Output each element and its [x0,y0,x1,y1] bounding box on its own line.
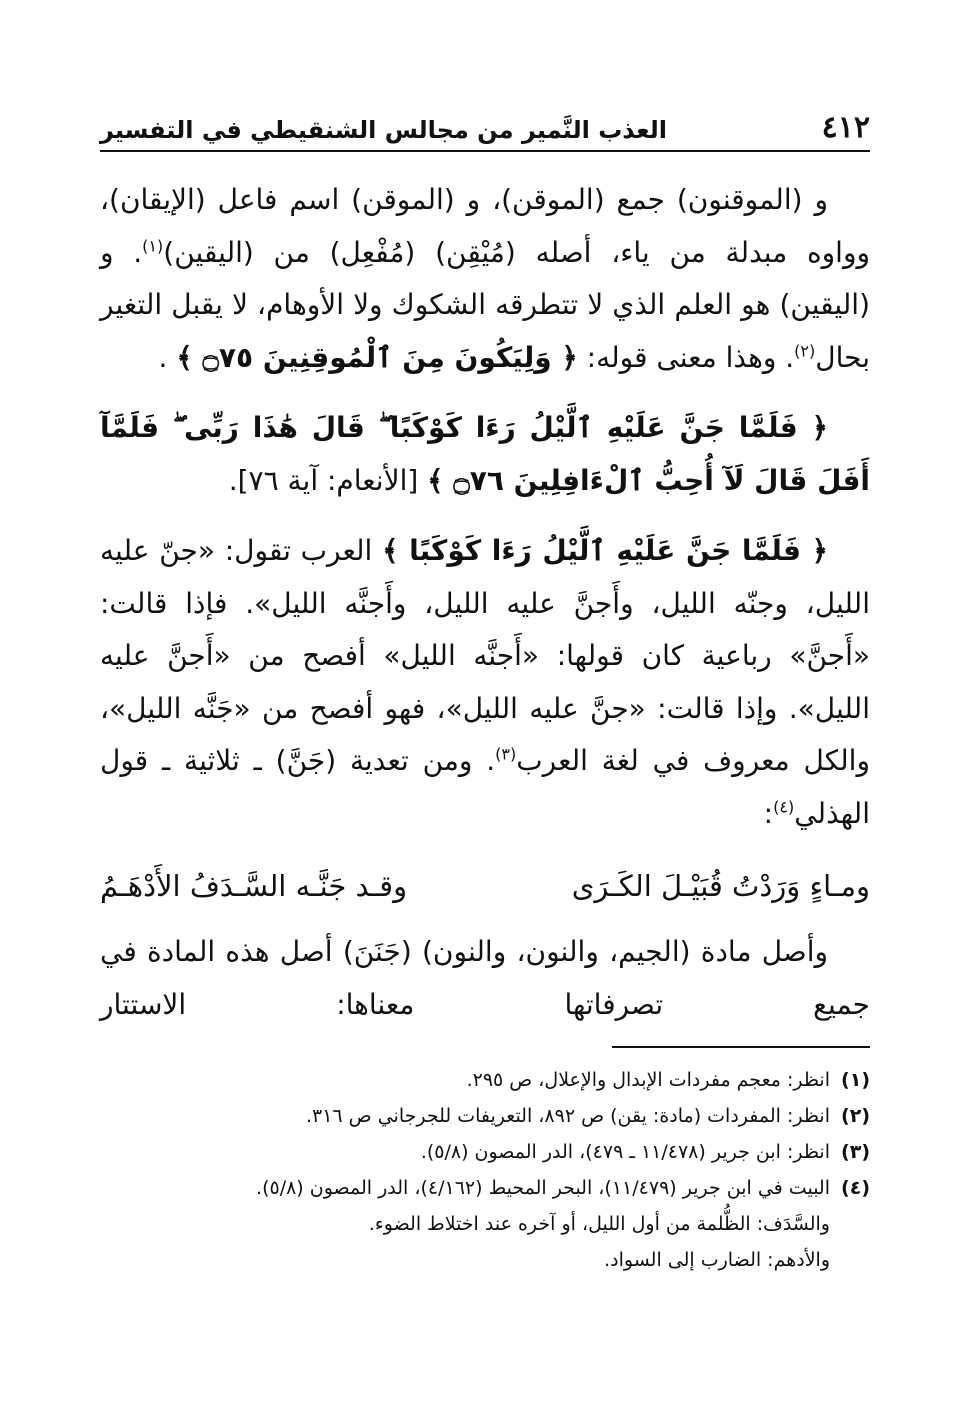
gloss-line: والأدهم: الضارب إلى السواد. [604,1249,830,1271]
text-segment: العرب تقول: «جنّ عليه الليل، وجنّه الليل، وأَجنَّ عليه الليل، وأَجنَّه الليل». فإذا قالت: «أَجنَّ» رباعية كان قولها: «أَجنَّه الليل» أفصح من «أَجنَّ عليه الليل». وإذا قالت: «جنَّ عليه الليل»، فهو أفصح من «جَنَّه الليل»، والكل معروف في لغة العرب [100,534,870,777]
footnote-ref-3: (٣) [495,744,517,764]
verse-reference: [الأنعام: آية ٧٦]. [228,463,428,497]
footnote-ref-4: (٤) [773,797,795,817]
gloss-line: والسَّدَف: الظُّلمة من أول الليل، أو آخره عند اختلاط الضوء. [368,1213,830,1235]
text-segment: . وهذا معنى قوله: [577,340,795,374]
text-segment: . [158,340,177,374]
footnote-text: انظر: ابن جرير (١١/٤٧٨ ـ ٤٧٩)، الدر المصون (٥/٨). [420,1141,830,1163]
footnote [100,1170,870,1206]
footnote-text: انظر: معجم مفردات الإبدال والإعلال، ص ٢٩٥. [466,1069,830,1091]
poem-first-hemistich: ومـاءٍ وَرَدْتُ قُبَيْـلَ الكَـرَى [571,869,870,903]
footnote-ref-2: (٢) [794,341,816,361]
footnote-number: (١) [841,1069,870,1091]
main-text-continued [100,926,870,1031]
quran-quote: ﴿ فَلَمَّا جَنَّ عَلَيْهِ ٱلَّيْلُ رَءَا كَوْكَبًا ﴾ [382,534,828,567]
footnote-text: البيت في ابن جرير (١١/٤٧٩)، البحر المحيط (٤/١٦٢)، الدر المصون (٥/٨). [256,1177,830,1199]
footnote-rule [612,1046,870,1048]
poem-verse [100,860,870,912]
footnote-number: (٣) [841,1141,870,1163]
footnote-number: (٤) [841,1177,870,1199]
text-segment: : [763,796,774,830]
paragraph-janna [100,525,870,840]
page-number: ٤١٢ [821,110,870,145]
main-text [100,174,870,840]
footnote-text: انظر: المفردات (مادة: يقن) ص ٨٩٢، التعريفات للجرجاني ص ٣١٦. [305,1105,830,1127]
footnotes [100,1062,870,1278]
text-segment: . و (اليقين) هو العلم الذي لا تتطرقه الشكوك ولا الأوهام، لا يقبل التغير بحال [100,235,870,374]
paragraph-root: وأصل مادة (الجيم، والنون، والنون) (جَنَنَ) أصل هذه المادة في جميع تصرفاتها معناها: الاستتار [100,935,870,1021]
quran-verse: ﴿ فَلَمَّا جَنَّ عَلَيْهِ ٱلَّيْلُ رَءَا كَوْكَبًا ۖ قَالَ هَٰذَا رَبِّى ۖ فَلَمَّآ أَفَلَ قَالَ لَآ أُحِبُّ ٱلْءَافِلِينَ ۝٧٦ ﴾ [100,411,870,497]
quran-quote: ﴿ وَلِيَكُونَ مِنَ ٱلْمُوقِنِينَ ۝٧٥ ﴾ [176,340,578,374]
footnote-ref-1: (١) [142,236,164,256]
poem-second-hemistich: وقـد جَنَّـه السَّـدَفُ الأَدْهَـمُ [100,869,408,903]
page-header [100,108,870,148]
running-title: العذب النَّمير من مجالس الشنقيطي في التفسير [100,116,667,144]
paragraph-muqinun [100,174,870,384]
text-segment: . ومن تعدية (جَنَّ) ـ ثلاثية ـ قول الهذلي [100,744,870,830]
footnote [100,1062,870,1098]
text-segment: و (الموقنون) جمع (الموقن)، و (الموقن) اسم فاعل (الإيقان)، وواوه مبدلة من ياء، أصله (مُيْقِن) (مُفْعِل) من (اليقين) [100,183,870,269]
header-rule [100,150,870,152]
footnote [100,1098,870,1134]
footnote [100,1134,870,1170]
footnote-number: (٢) [841,1105,870,1127]
paragraph-verse [100,402,870,507]
